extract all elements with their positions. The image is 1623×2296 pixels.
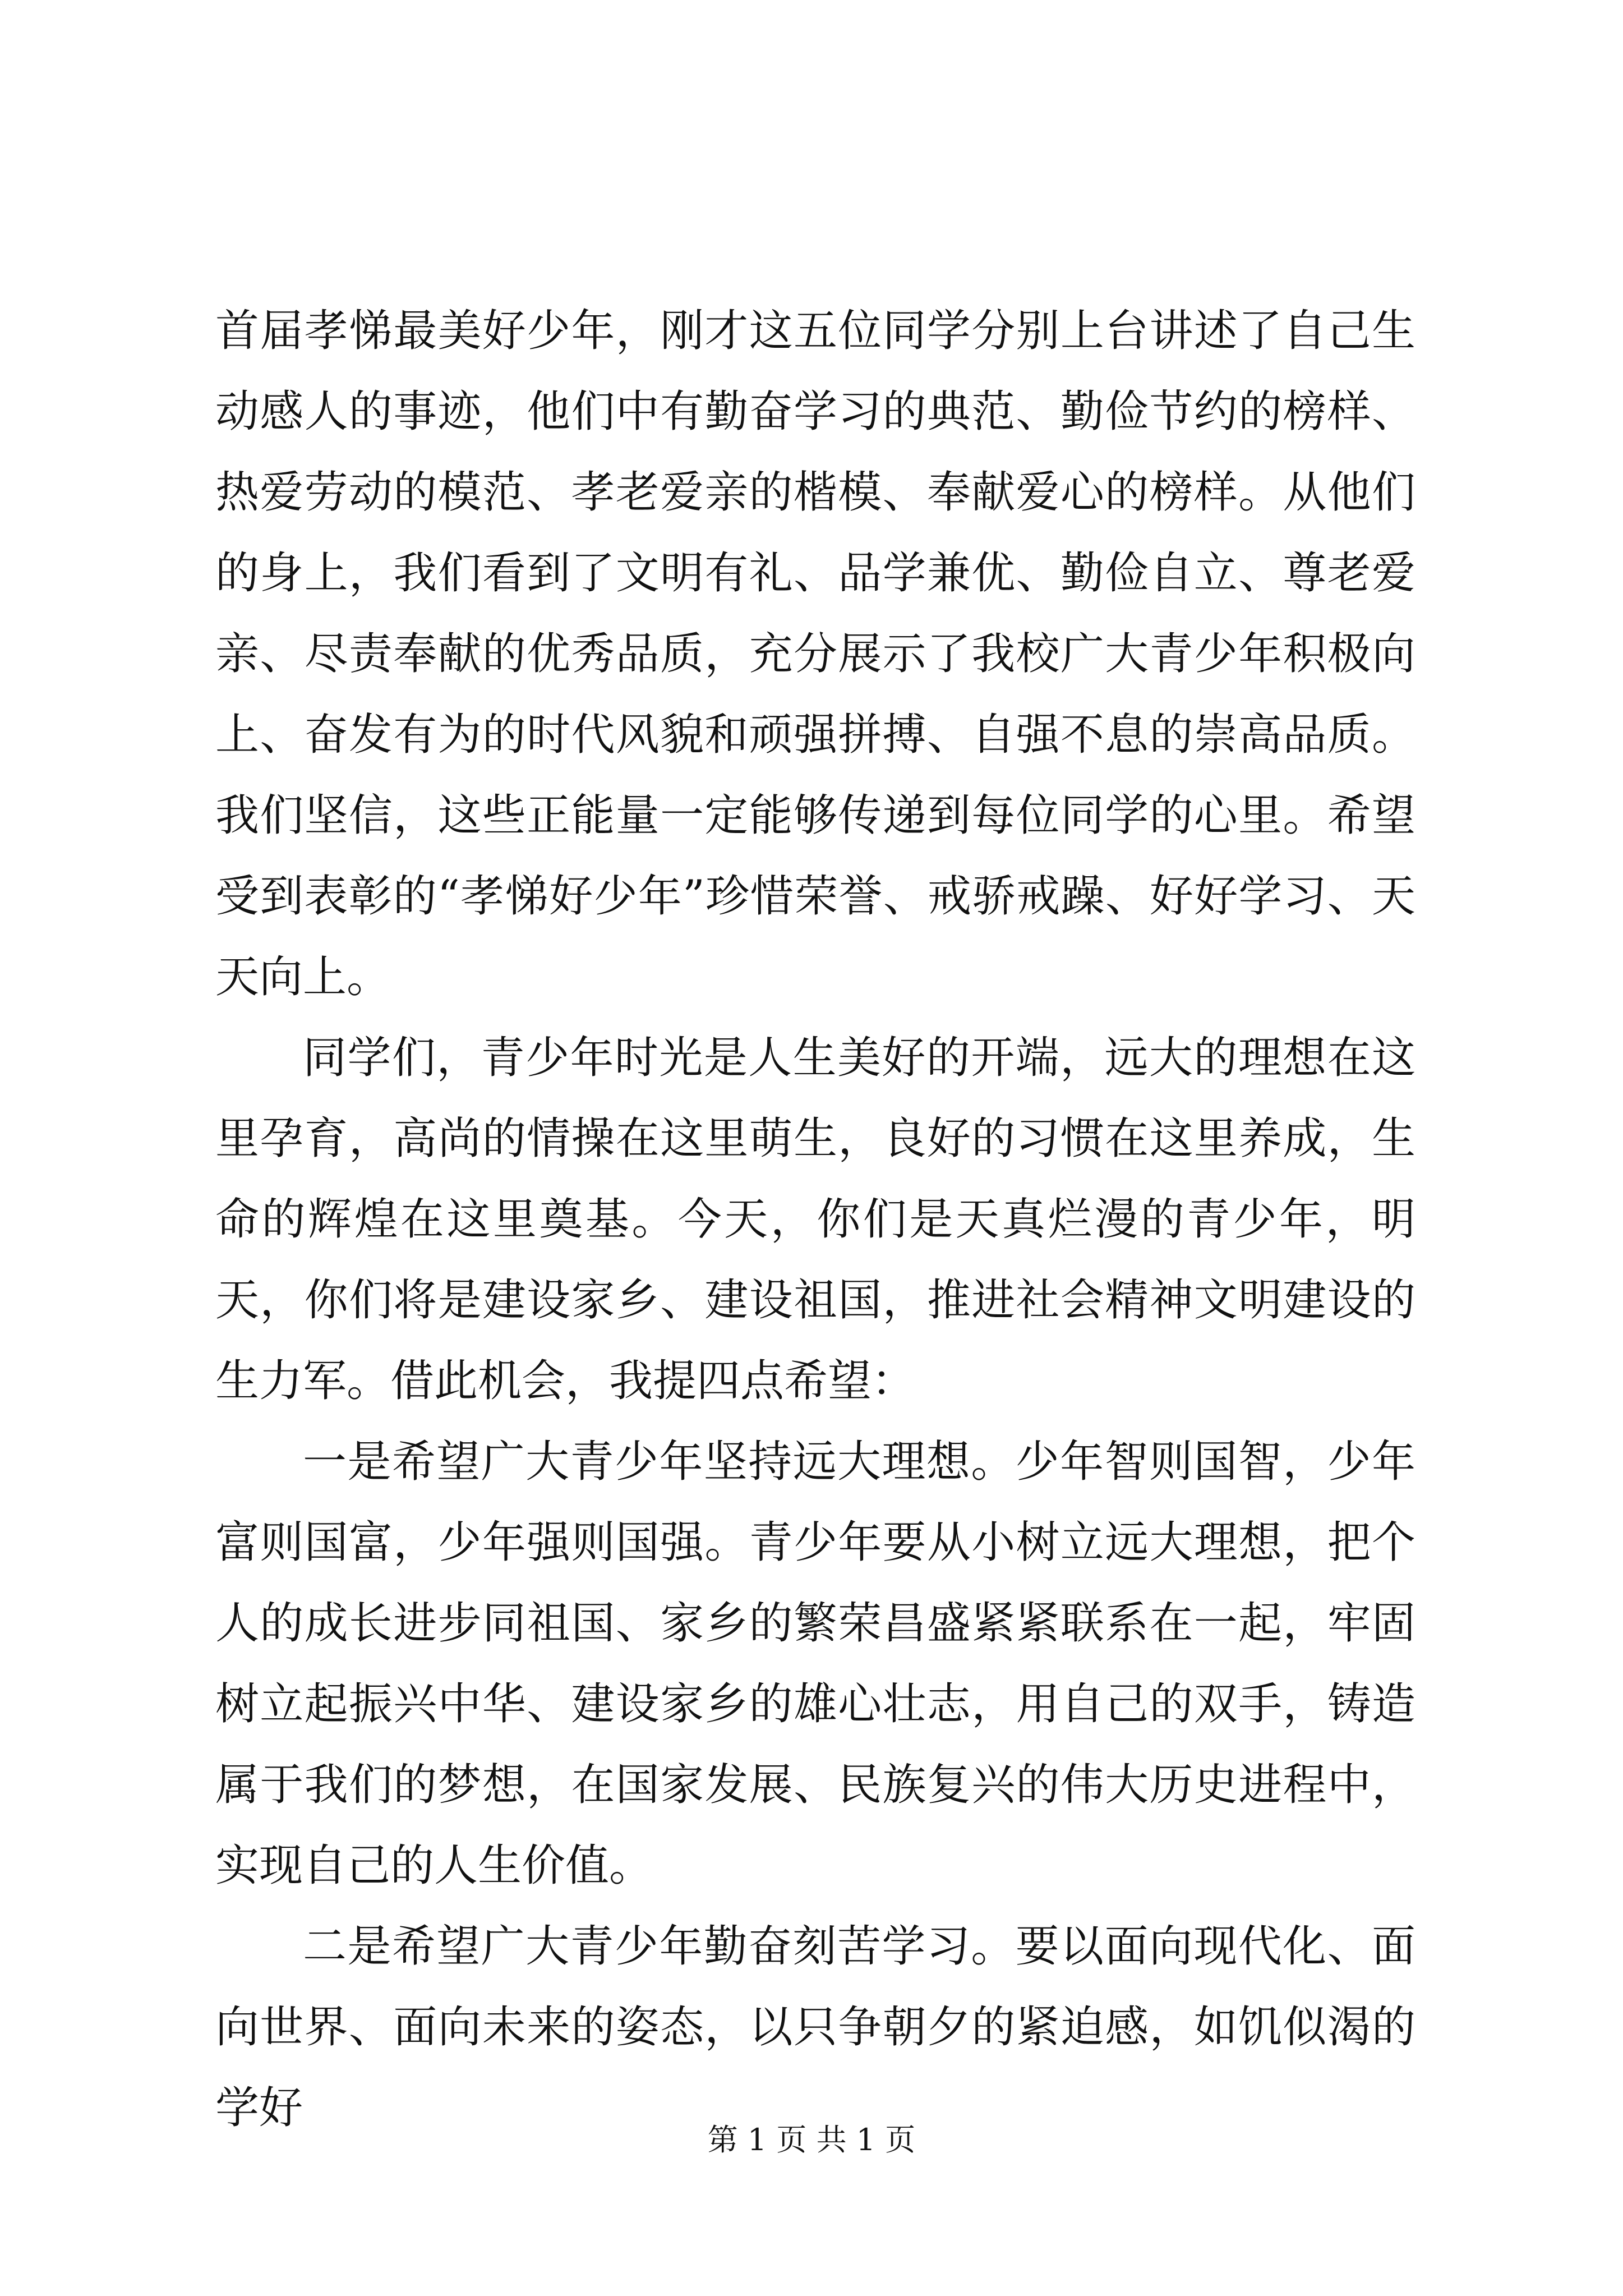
- paragraph-1: 首届孝悌最美好少年，刚才这五位同学分别上台讲述了自己生动感人的事迹，他们中有勤奋学习的典范、勤俭节约的榜样、热爱劳动的模范、孝老爱亲的楷模、奉献爱心的榜样。从他们的身上，我们看到了文明有礼、品学兼优、勤俭自立、尊老爱亲、尽责奉献的优秀品质，充分展示了我校广大青少年积极向上、奋发有为的时代风貌和顽强拼搏、自强不息的崇高品质。我们坚信，这些正能量一定能够传递到每位同学的心里。希望受到表彰的“孝悌好少年”珍惜荣誉、戒骄戒躁、好好学习、天天向上。: [215, 306, 1415, 1002]
- document-body: [215, 291, 1415, 2148]
- paragraph-4: 二是希望广大青少年勤奋刻苦学习。要以面向现代化、面向世界、面向未来的姿态，以只争朝夕的紧迫感，如饥似渴的学好: [215, 1921, 1415, 2133]
- page-footer: 第 1 页 共 1 页: [707, 2122, 916, 2157]
- paragraph-3: 一是希望广大青少年坚持远大理想。少年智则国智，少年富则国富，少年强则国强。青少年要从小树立远大理想，把个人的成长进步同祖国、家乡的繁荣昌盛紧紧联系在一起，牢固树立起振兴中华、建设家乡的雄心壮志，用自己的双手，铸造属于我们的梦想，在国家发展、民族复兴的伟大历史进程中，实现自己的人生价值。: [215, 1437, 1415, 1891]
- paragraph-2: 同学们，青少年时光是人生美好的开端，远大的理想在这里孕育，高尚的情操在这里萌生，良好的习惯在这里养成，生命的辉煌在这里奠基。今天，你们是天真烂漫的青少年，明天，你们将是建设家乡、建设祖国，推进社会精神文明建设的生力军。借此机会，我提四点希望：: [215, 1033, 1415, 1406]
